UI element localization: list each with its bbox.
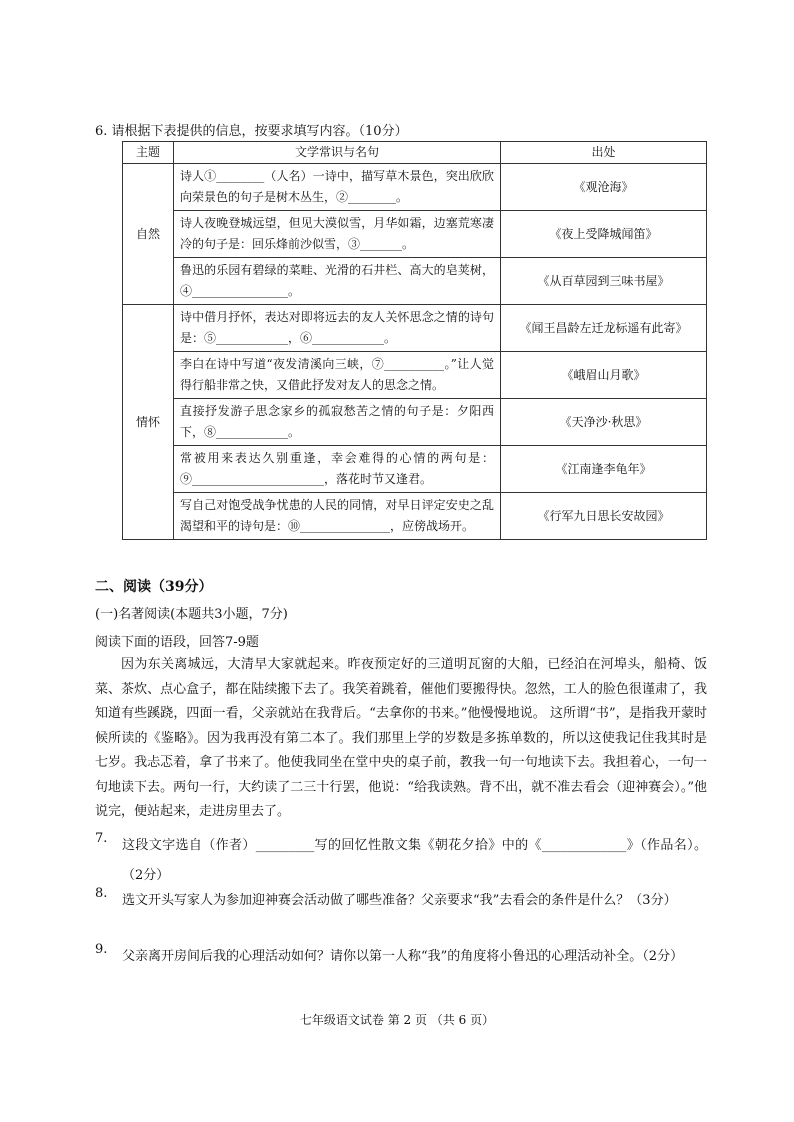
header-theme: 主题 (123, 142, 174, 164)
knowledge-cell: 诗中借月抒怀，表达对即将远去的友人关怀思念之情的诗句是：⑤____________，⑥____________。 (174, 305, 501, 352)
table-row (123, 211, 707, 258)
knowledge-cell: 诗人①________（人名）一诗中，描写草木景色，突出欣欣向荣景色的句子是树木丛生，②________。 (174, 164, 501, 211)
knowledge-cell: 常被用来表达久别重逢，幸会难得的心情的两句是：⑨______________________，落花时节又逢君。 (174, 446, 501, 493)
reading-passage: 因为东关离城远，大清早大家就起来。昨夜预定好的三道明瓦窗的大船，已经泊在河埠头，船椅、饭菜、茶炊、点心盒子，都在陆续搬下去了。我笑着跳着，催他们要搬得快。忽然，工人的脸色很谨肃了，我知道有些蹊跷，四面一看，父亲就站在我背后。“去拿你的书来。”他慢慢地说。 这所谓“书”，是指我开蒙时候所读的《鉴略》。因为我再没有第二本了。我们那里上学的岁数是多拣单数的，所以这使我记住我其时是七岁。我忐忑着，拿了书来了。他使我同坐在堂中央的桌子前，教我一句一句地读下去。我担着心，一句一句地读下去。两句一行，大约读了二三十行罢，他说：“给我读熟。背不出，就不准去看会（迎神赛会）。”他说完，便站起来，走进房里去了。 (95, 657, 707, 819)
source-cell: 《行军九日思长安故园》 (501, 493, 707, 540)
question-text: 父亲离开房间后我的心理活动如何？请你以第一人称“我”的角度将小鲁迅的心理活动补全。（2分） (122, 949, 684, 964)
question-text: 这段文字选自（作者）_________写的回忆性散文集《朝花夕拾》中的《_____________》（作品名）。（2分） (122, 838, 707, 883)
knowledge-cell: 直接抒发游子思念家乡的孤寂愁苦之情的句子是：夕阳西下，⑧____________。 (174, 399, 501, 446)
source-cell: 《从百草园到三味书屋》 (501, 258, 707, 305)
question-number: 9. (95, 942, 108, 957)
knowledge-cell: 鲁迅的乐园有碧绿的菜畦、光滑的石井栏、高大的皂荚树，④________________。 (174, 258, 501, 305)
theme-cell-feelings: 情怀 (123, 305, 174, 540)
table-row (123, 258, 707, 305)
subsection-1-title: (一)名著阅读(本题共3小题，7分) (95, 607, 288, 622)
header-source: 出处 (501, 142, 707, 164)
source-cell: 《峨眉山月歌》 (501, 352, 707, 399)
table-row (123, 164, 707, 211)
table-row (123, 399, 707, 446)
table-row (123, 493, 707, 540)
question-6-title: 6. 请根据下表提供的信息，按要求填写内容。（10分） (95, 124, 408, 139)
source-cell: 《夜上受降城闻笛》 (501, 211, 707, 258)
source-cell: 《江南逢李龟年》 (501, 446, 707, 493)
literature-table (122, 141, 707, 540)
theme-cell-nature: 自然 (123, 164, 174, 305)
table-row (123, 446, 707, 493)
knowledge-cell: 诗人夜晚登城远望，但见大漠似雪，月华如霜，边塞荒寒凄冷的句子是：回乐烽前沙似雪，③_______。 (174, 211, 501, 258)
question-text: 选文开头写家人为参加迎神赛会活动做了哪些准备？父亲要求“我”去看会的条件是什么？（3分） (122, 893, 677, 908)
header-knowledge: 文学常识与名句 (174, 142, 501, 164)
source-cell: 《闻王昌龄左迁龙标遥有此寄》 (501, 305, 707, 352)
source-cell: 《观沧海》 (501, 164, 707, 211)
table-row (123, 352, 707, 399)
question-number: 7. (95, 831, 108, 846)
table-row (123, 305, 707, 352)
source-cell: 《天净沙·秋思》 (501, 399, 707, 446)
page-footer: 七年级语文试卷 第 2 页 （共 6 页） (299, 1013, 495, 1027)
section-2-title: 二、阅读（39分） (95, 579, 213, 595)
table-header-row (123, 142, 707, 164)
knowledge-cell: 李白在诗中写道“夜发清溪向三峡，⑦__________。”让人觉得行船非常之快，又借此抒发对友人的思念之情。 (174, 352, 501, 399)
reading-instruction: 阅读下面的语段，回答7-9题 (95, 635, 259, 650)
knowledge-cell: 写自己对饱受战争忧患的人民的同情，对早日评定安史之乱渴望和平的诗句是：⑩_______________，应傍战场开。 (174, 493, 501, 540)
question-number: 8. (95, 886, 108, 901)
